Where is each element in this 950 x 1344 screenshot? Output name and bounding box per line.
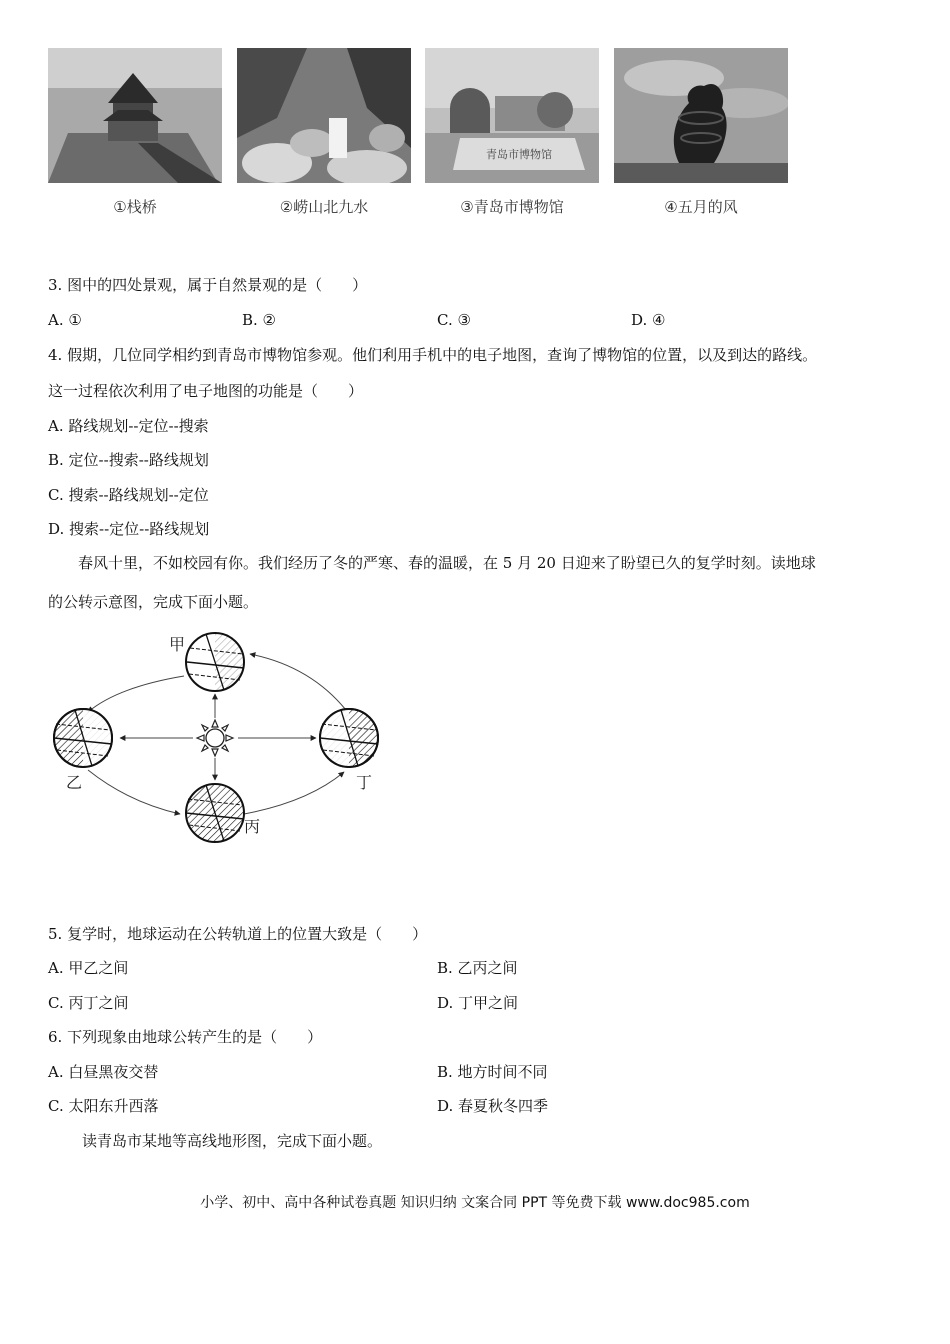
q5-option-d[interactable]: D. 丁甲之间 bbox=[437, 994, 519, 1012]
q3-option-a[interactable]: A. ① bbox=[48, 311, 82, 329]
q4-stem-line2: 这一过程依次利用了电子地图的功能是（ ） bbox=[48, 382, 364, 400]
q6-option-a[interactable]: A. 白昼黑夜交替 bbox=[48, 1063, 159, 1081]
q3-option-b[interactable]: B. ② bbox=[242, 311, 277, 329]
passage-line2: 的公转示意图，完成下面小题。 bbox=[48, 593, 259, 611]
q3-option-c[interactable]: C. ③ bbox=[437, 311, 471, 329]
label-ding: 丁 bbox=[356, 773, 373, 792]
earth-right bbox=[320, 709, 378, 767]
orbit-arc-right-top bbox=[250, 654, 346, 710]
q5-option-a[interactable]: A. 甲乙之间 bbox=[48, 959, 129, 977]
sun-icon bbox=[197, 720, 233, 756]
photo-laoshan bbox=[237, 48, 411, 183]
label-yi: 乙 bbox=[66, 773, 83, 792]
q4-option-c[interactable]: C. 搜索--路线规划--定位 bbox=[48, 486, 209, 504]
q3-option-d[interactable]: D. ④ bbox=[631, 311, 666, 329]
q6-stem: 6. 下列现象由地球公转产生的是（ ） bbox=[48, 1028, 323, 1046]
contour-map-lead: 读青岛市某地等高线地形图，完成下面小题。 bbox=[82, 1132, 383, 1150]
q3-stem: 3. 图中的四处景观，属于自然景观的是（ ） bbox=[48, 276, 368, 294]
earth-orbit-diagram bbox=[48, 632, 388, 846]
passage-line1: 春风十里，不如校园有你。我们经历了冬的严寒、春的温暖，在 5 月 20 日迎来了盼望已久的复学时刻。读地球 bbox=[78, 554, 816, 572]
page-footer: 小学、初中、高中各种试卷真题 知识归纳 文案合同 PPT 等免费下载 www.doc985.com bbox=[200, 1195, 750, 1211]
earth-top bbox=[186, 633, 244, 691]
q4-option-d[interactable]: D. 搜索--定位--路线规划 bbox=[48, 520, 210, 538]
q6-option-c[interactable]: C. 太阳东升西落 bbox=[48, 1097, 159, 1115]
q5-stem: 5. 复学时，地球运动在公转轨道上的位置大致是（ ） bbox=[48, 925, 428, 943]
caption-museum: ③青岛市博物馆 bbox=[460, 198, 564, 216]
museum-sign-text: 青岛市博物馆 bbox=[486, 148, 552, 161]
q6-option-d[interactable]: D. 春夏秋冬四季 bbox=[437, 1097, 549, 1115]
orbit-arc-bottom-right bbox=[244, 772, 344, 814]
q4-stem-line1: 4. 假期，几位同学相约到青岛市博物馆参观。他们利用手机中的电子地图，查询了博物馆的位置，以及到达的路线。 bbox=[48, 346, 818, 364]
q5-option-b[interactable]: B. 乙丙之间 bbox=[437, 959, 518, 977]
q4-option-b[interactable]: B. 定位--搜索--路线规划 bbox=[48, 451, 209, 469]
caption-laoshan: ②崂山北九水 bbox=[279, 198, 369, 216]
earth-left bbox=[54, 709, 112, 767]
label-bing: 丙 bbox=[244, 817, 261, 836]
caption-zhanqiao: ①栈桥 bbox=[113, 198, 157, 216]
caption-may-wind: ④五月的风 bbox=[664, 198, 738, 216]
photo-zhanqiao bbox=[48, 48, 222, 183]
orbit-arc-top-left bbox=[88, 676, 184, 712]
q5-option-c[interactable]: C. 丙丁之间 bbox=[48, 994, 129, 1012]
label-jia: 甲 bbox=[169, 635, 186, 654]
photo-may-wind bbox=[614, 48, 788, 183]
q6-option-b[interactable]: B. 地方时间不同 bbox=[437, 1063, 548, 1081]
photo-museum bbox=[425, 48, 599, 183]
q4-option-a[interactable]: A. 路线规划--定位--搜索 bbox=[48, 417, 209, 435]
earth-bottom bbox=[186, 784, 244, 842]
orbit-arc-left-bottom bbox=[88, 770, 180, 814]
